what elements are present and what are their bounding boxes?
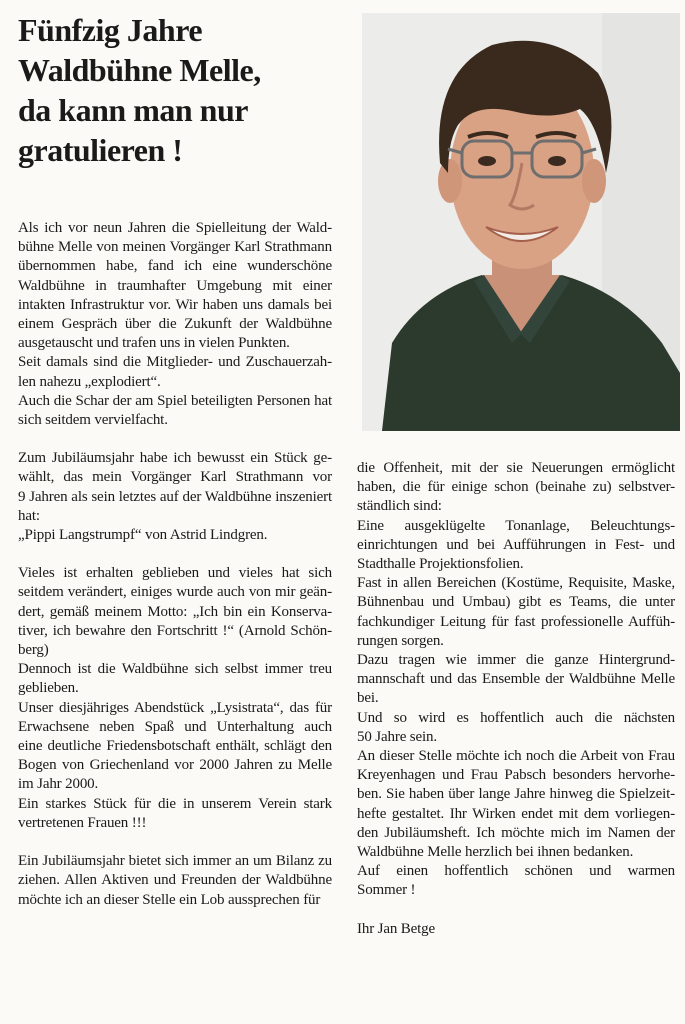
text-line: Ein Jubiläumsjahr bietet sich immer an um Bilanz zu bbox=[18, 853, 332, 870]
paragraph-gap bbox=[18, 430, 332, 449]
paragraph bbox=[18, 449, 332, 526]
article-right-column bbox=[357, 459, 675, 939]
paragraph bbox=[357, 747, 675, 862]
text-line: Zum Jubiläumsjahr habe ich bewusst ein Stück ge- bbox=[18, 450, 332, 467]
portrait-photo bbox=[362, 13, 680, 431]
text-line: ben. Sie haben über lange Jahre hinweg die Spielzeit- bbox=[357, 786, 675, 803]
text-line: berg) bbox=[18, 642, 49, 659]
text-line: Seit damals sind die Mitglieder- und Zuschauerzah- bbox=[18, 354, 332, 371]
text-line: Bühnenbau und Umbau) gibt es Teams, die unter bbox=[357, 594, 675, 611]
text-line: die Offenheit, mit der sie Neuerungen ermöglicht bbox=[357, 460, 675, 476]
text-line: Ein starkes Stück für die in unserem Verein stark bbox=[18, 795, 332, 812]
text-line: bei. bbox=[357, 690, 379, 707]
text-line: Fast in allen Bereichen (Kostüme, Requisite, Maske, bbox=[357, 575, 675, 592]
text-line: len nahezu „explodiert“. bbox=[18, 373, 161, 390]
text-line: hefte gestaltet. Ihr Wirken endet mit dem vorliegen- bbox=[357, 805, 675, 822]
headline-line: da kann man nur bbox=[18, 92, 248, 128]
text-line: „Pippi Langstrumpf“ von Astrid Lindgren. bbox=[18, 527, 268, 544]
text-line: ziehen. Allen Aktiven und Freunden der Waldbühne bbox=[18, 872, 332, 889]
paragraph bbox=[18, 660, 332, 698]
text-line: haben, die für einige schon (beinahe zu) selbstver- bbox=[357, 479, 675, 496]
paragraph-gap bbox=[357, 901, 675, 920]
text-line: An dieser Stelle möchte ich noch die Arbeit von Frau bbox=[357, 748, 675, 765]
paragraph bbox=[18, 353, 332, 391]
paragraph bbox=[357, 459, 675, 517]
text-line: wählt, das mein Vorgänger Karl Strathmann vor bbox=[18, 469, 332, 486]
text-line: Als ich vor neun Jahren die Spielleitung der Wald- bbox=[18, 220, 332, 236]
text-line: Eine ausgeklügelte Tonanlage, Beleuchtungs- bbox=[357, 517, 675, 534]
text-line: Ihr Jan Betge bbox=[357, 920, 436, 937]
paragraph-gap bbox=[18, 833, 332, 852]
text-line: Auch die Schar der am Spiel beteiligten Personen hat bbox=[18, 392, 332, 409]
text-line: sich seitdem vervielfacht. bbox=[18, 412, 168, 429]
text-line: Und so wird es hoffentlich auch die nächsten bbox=[357, 709, 675, 726]
paragraph bbox=[18, 852, 332, 910]
text-line: Kreyenhagen und Frau Pabsch besonders hervorhe- bbox=[357, 767, 675, 784]
paragraph-gap bbox=[18, 545, 332, 564]
text-line: geblieben. bbox=[18, 680, 79, 697]
text-line: intakten Infrastruktur vor. Wir haben uns damals bei bbox=[18, 296, 332, 313]
text-line: Sommer ! bbox=[357, 882, 416, 899]
text-line: rungen sorgen. bbox=[357, 632, 444, 649]
text-line: Auf einen hoffentlich schönen und warmen bbox=[357, 863, 675, 880]
text-line: seitdem verändert, einiges wurde auch von mir geän- bbox=[18, 584, 332, 601]
paragraph bbox=[18, 795, 332, 833]
text-line: Bogen von Griechenland vor 2000 Jahren zu Melle bbox=[18, 757, 332, 774]
paragraph bbox=[357, 517, 675, 575]
paragraph bbox=[18, 526, 332, 545]
text-line: Waldbühne Melle herzlich bei ihnen bedanken. bbox=[357, 844, 634, 861]
text-line: fachkundiger Leitung für fast professionelle Auffüh- bbox=[357, 613, 675, 630]
headline bbox=[18, 10, 348, 170]
text-line: Dennoch ist die Waldbühne sich selbst immer treu bbox=[18, 661, 332, 678]
text-line: hat: bbox=[18, 507, 40, 524]
paragraph bbox=[357, 920, 675, 939]
text-line: Waldbühne in traumhafter Umgebung mit einer bbox=[18, 277, 332, 294]
headline-line: gratulieren ! bbox=[18, 132, 183, 168]
text-line: möchte ich an dieser Stelle ein Lob aussprechen für bbox=[18, 891, 321, 908]
paragraph bbox=[357, 862, 675, 900]
headline-line: Waldbühne Melle, bbox=[18, 52, 261, 88]
text-line: einrichtungen und bei Aufführungen in Fest- und bbox=[357, 536, 675, 553]
article-left-column bbox=[18, 219, 332, 910]
text-line: mannschaft und das Ensemble der Waldbühne Melle bbox=[357, 671, 675, 688]
headline-line: Fünfzig Jahre bbox=[18, 12, 203, 48]
paragraph bbox=[357, 574, 675, 651]
text-line: tiver, ich bewahre den Fortschritt !“ (Arnold Schön- bbox=[18, 622, 332, 639]
text-line: einem Gespräch über die Zukunft der Waldbühne bbox=[18, 316, 332, 333]
text-line: übernommen habe, fand ich eine wunderschöne bbox=[18, 258, 332, 275]
paragraph bbox=[18, 564, 332, 660]
text-line: Unser diesjähriges Abendstück „Lysistrata“, das für bbox=[18, 699, 332, 716]
paragraph bbox=[357, 709, 675, 747]
text-line: ständlich sind: bbox=[357, 498, 442, 515]
text-line: Erwachsene neben Spaß und Unterhaltung auch bbox=[18, 718, 332, 735]
text-line: 50 Jahre sein. bbox=[357, 728, 437, 745]
paragraph bbox=[18, 392, 332, 430]
text-line: eine deutliche Friedensbotschaft enthält, schlägt den bbox=[18, 738, 332, 755]
text-line: den Jubiläumsheft. Ich möchte mich im Namen der bbox=[357, 824, 675, 841]
text-line: dert, gemäß meinem Motto: „Ich bin ein Konserva- bbox=[18, 603, 332, 620]
text-line: Vieles ist erhalten geblieben und vieles hat sich bbox=[18, 565, 332, 582]
text-line: im Jahr 2000. bbox=[18, 776, 99, 793]
text-line: 9 Jahren als sein letztes auf der Waldbühne inszeniert bbox=[18, 488, 332, 505]
paragraph bbox=[18, 699, 332, 795]
portrait-icon bbox=[362, 13, 680, 431]
paragraph bbox=[357, 651, 675, 709]
text-line: vertretenen Frauen !!! bbox=[18, 814, 147, 831]
text-line: ausgetauscht und trafen uns in vielen Punkten. bbox=[18, 335, 290, 352]
text-line: bühne Melle von meinen Vorgänger Karl Strathmann bbox=[18, 239, 332, 256]
paragraph bbox=[18, 219, 332, 353]
text-line: Dazu tragen wie immer die ganze Hintergrund- bbox=[357, 652, 675, 669]
text-line: Stadthalle Projektionsfolien. bbox=[357, 556, 524, 573]
